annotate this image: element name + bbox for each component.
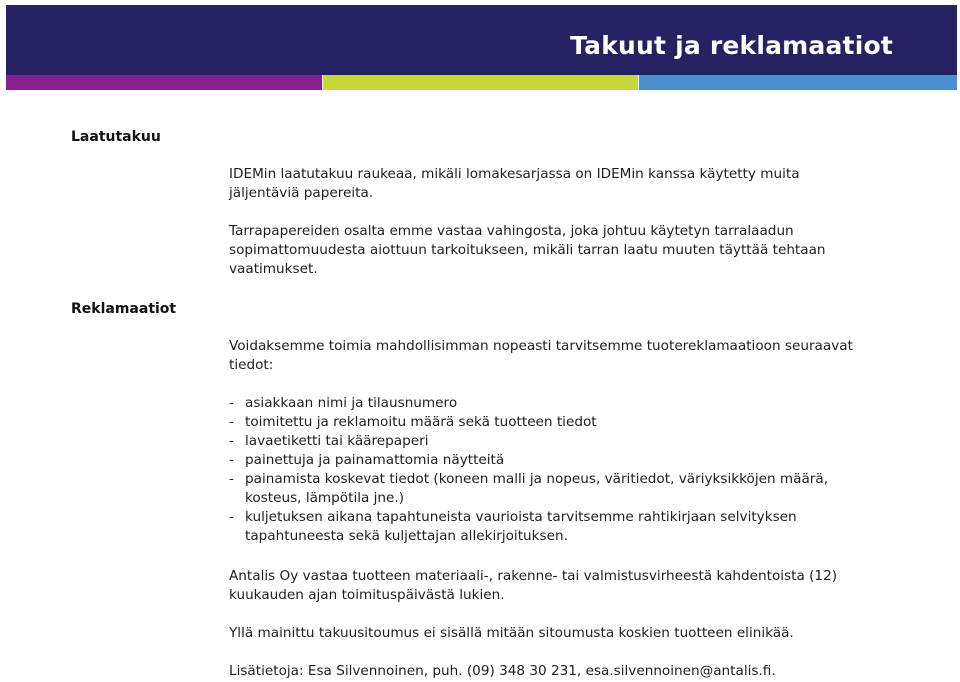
list-dash: - <box>229 509 234 525</box>
list-item-text: painettuja ja painamattomia näytteitä <box>245 452 505 468</box>
list-item-text: asiakkaan nimi ja tilausnumero <box>245 395 458 411</box>
section-heading-laatutakuu: Laatutakuu <box>71 129 161 145</box>
list-dash: - <box>229 452 234 468</box>
page-title: Takuut ja reklamaatiot <box>570 31 893 60</box>
exclusion-paragraph: Yllä mainittu takuusitoumus ei sisällä mitään sitoumusta koskien tuotteen elinikää. <box>229 625 794 641</box>
list-item <box>229 413 859 432</box>
list-item <box>229 432 859 451</box>
contact-paragraph: Lisätietoja: Esa Silvennoinen, puh. (09) 348 30 231, esa.silvennoinen@antalis.fi. <box>229 663 776 679</box>
list-item-text: painamista koskevat tiedot (koneen malli ja nopeus, väritiedot, väriyksikköjen määrä, kosteus, lämpötila jne.) <box>245 471 829 506</box>
laatutakuu-paragraph-2: Tarrapapereiden osalta emme vastaa vahingosta, joka johtuu käytetyn tarralaadun sopimattomuudesta aiottuun tarkoitukseen, mikäli tarran laatu muuten täyttää tehtaan vaatimukset. <box>229 223 826 277</box>
color-stripe-lime <box>323 75 638 90</box>
warranty-paragraph: Antalis Oy vastaa tuotteen materiaali-, rakenne- tai valmistusvirheestä kahdentoista (12) kuukauden ajan toimituspäivästä lukien. <box>229 568 838 603</box>
list-item-text: toimitettu ja reklamoitu määrä sekä tuotteen tiedot <box>245 414 597 430</box>
required-info-list <box>229 394 859 546</box>
list-dash: - <box>229 471 234 487</box>
color-stripe-blue <box>639 75 957 90</box>
reklamaatiot-intro: Voidaksemme toimia mahdollisimman nopeasti tarvitsemme tuotereklamaatioon seuraavat tiedot: <box>229 338 853 373</box>
list-item <box>229 470 859 508</box>
section-heading-reklamaatiot: Reklamaatiot <box>71 301 177 317</box>
list-item <box>229 451 859 470</box>
color-stripe-purple <box>6 75 322 90</box>
list-item <box>229 394 859 413</box>
header-band <box>6 5 957 75</box>
list-item-text: lavaetiketti tai käärepaperi <box>245 433 429 449</box>
list-dash: - <box>229 414 234 430</box>
list-dash: - <box>229 395 234 411</box>
list-item-text: kuljetuksen aikana tapahtuneista vaurioista tarvitsemme rahtikirjaan selvityksen tapahtuneesta sekä kuljettajan allekirjoituksen. <box>245 509 797 544</box>
list-dash: - <box>229 433 234 449</box>
laatutakuu-paragraph-1: IDEMin laatutakuu raukeaa, mikäli lomakesarjassa on IDEMin kanssa käytetty muita jäljentäviä papereita. <box>229 166 800 201</box>
list-item <box>229 508 859 546</box>
